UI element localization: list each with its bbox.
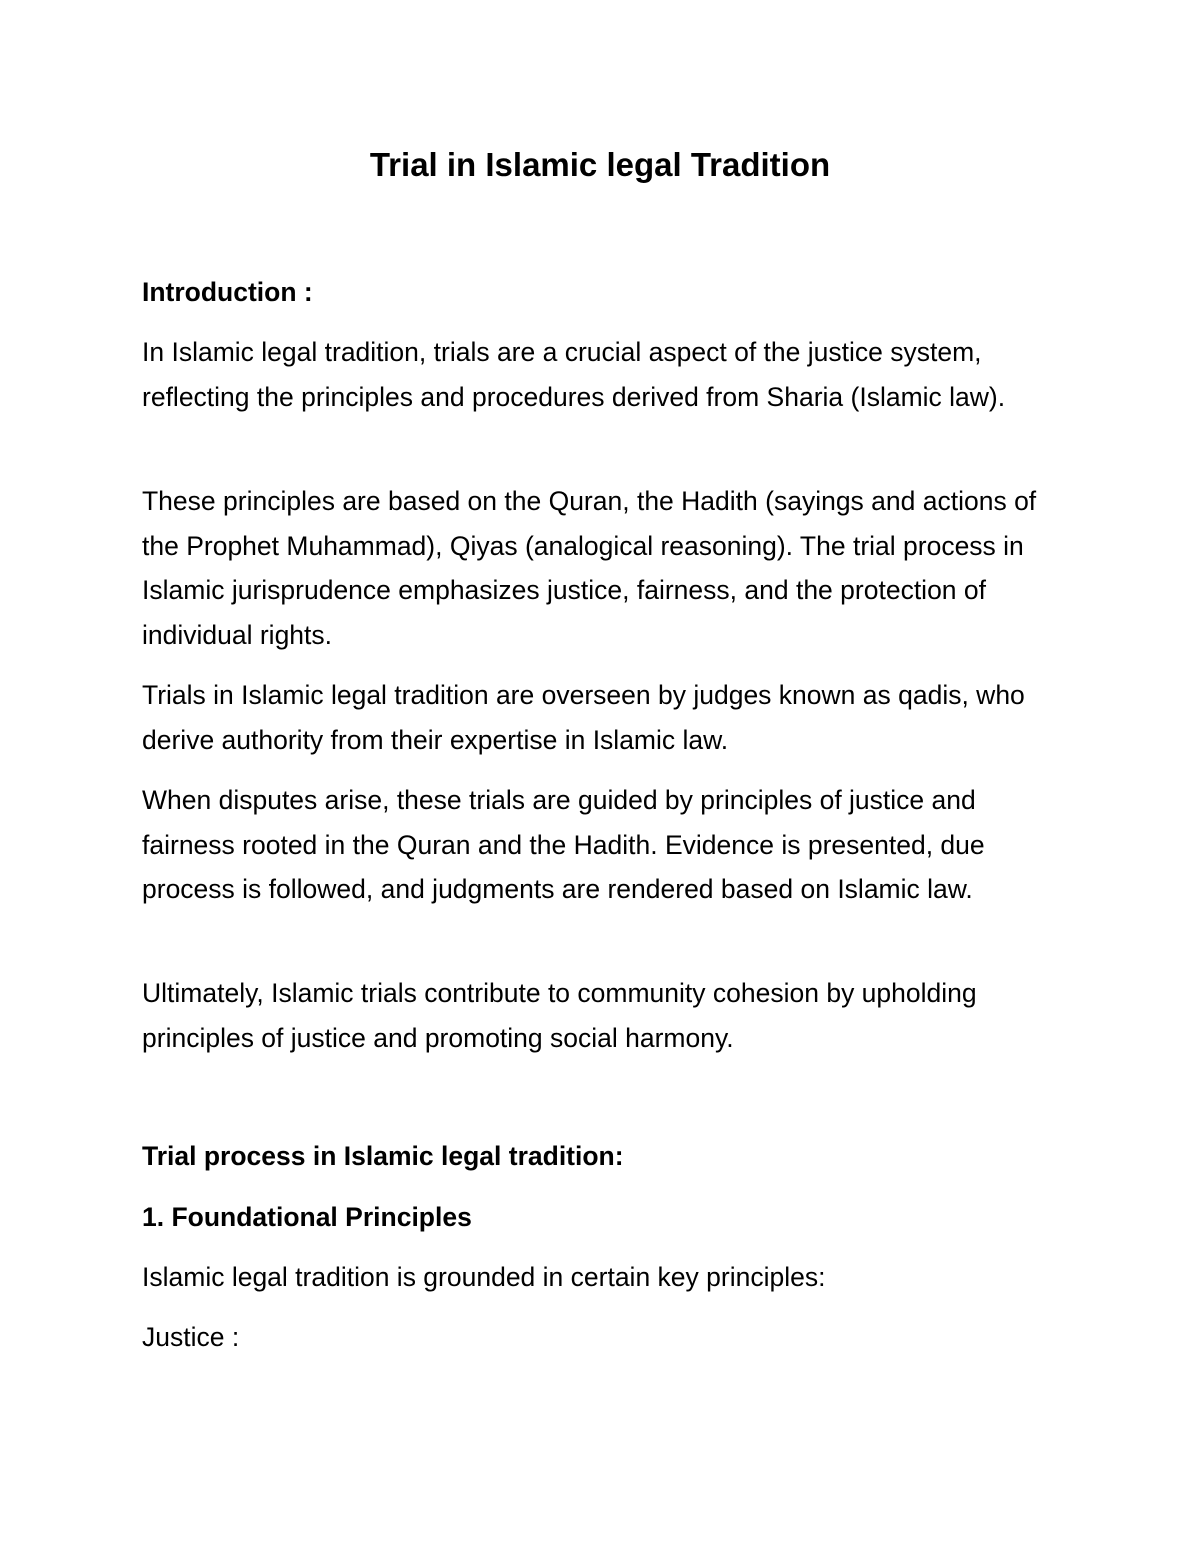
paragraph-1: In Islamic legal tradition, trials are a crucial aspect of the justice system, reflecting the principles and procedures derived from Sharia (Islamic law). (142, 337, 1006, 412)
subsection-heading: 1. Foundational Principles (142, 1202, 472, 1232)
paragraph-2: These principles are based on the Quran, the Hadith (sayings and actions of the Prophet Muhammad), Qiyas (analogical reasoning). The trial process in Islamic jurisprudence emphasizes justice, fairness, and the protection of individual rights. (142, 486, 1037, 650)
paragraph-5: Ultimately, Islamic trials contribute to community cohesion by upholding principles of justice and promoting social harmony. (142, 978, 977, 1053)
paragraph-3: Trials in Islamic legal tradition are overseen by judges known as qadis, who derive authority from their expertise in Islamic law. (142, 680, 1025, 755)
paragraph-4: When disputes arise, these trials are guided by principles of justice and fairness rooted in the Quran and the Hadith. Evidence is presented, due process is followed, and judgments are rendered based on Islamic law. (142, 785, 985, 904)
list-item-justice: Justice : (142, 1322, 240, 1352)
subsection-intro: Islamic legal tradition is grounded in certain key principles: (142, 1262, 826, 1292)
document-title: Trial in Islamic legal Tradition (369, 146, 831, 183)
intro-heading: Introduction : (142, 277, 313, 307)
section-heading: Trial process in Islamic legal tradition: (142, 1141, 624, 1171)
